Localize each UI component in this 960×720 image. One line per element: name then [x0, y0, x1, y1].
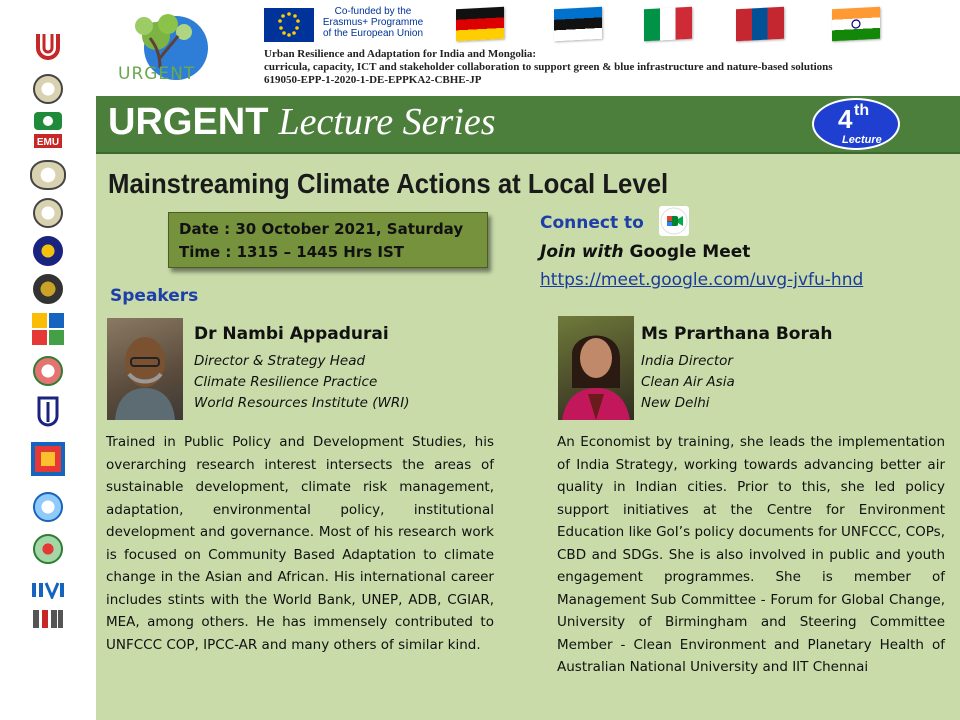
eu-flag-icon [264, 8, 314, 42]
google-meet-icon [659, 206, 689, 236]
lecture-title: Mainstreaming Climate Actions at Local Level [108, 168, 669, 199]
lecture-number-badge: 4 th Lecture [812, 98, 900, 150]
speaker-photo [558, 316, 634, 420]
institute-logo-icon [30, 444, 66, 474]
germany-flag-icon [456, 7, 504, 42]
university-seal-icon [30, 74, 66, 104]
university-seal-icon [30, 198, 66, 228]
university-seal-icon [30, 274, 66, 304]
university-seal-icon [30, 534, 66, 564]
university-logo-icon [30, 30, 66, 60]
speaker-role: Director & Strategy Head [194, 353, 366, 369]
university-seal-icon [30, 356, 66, 386]
google-meet-link[interactable]: https://meet.google.com/uvg-jvfu-hnd [540, 270, 864, 290]
speaker-bio: Trained in Public Policy and Development Studies, his overarching research interest intersects the areas of sustainable development, climate risk management, adaptation, environmental policy, institutional development and governance. Most of his research work is focused on Community Based Adaptation to climate change in the Asian and African. His international career includes stints with the World Bank, UNEP, ADB, CGIAR, MEA, among others. He has immensely contributed to UNFCCC COP, IPCC-AR and many others of similar kind. [106, 434, 494, 653]
speaker-name: Dr Nambi Appadurai [194, 324, 389, 344]
eu-funding-text: Co-funded by the Erasmus+ Programme of the European Union [322, 6, 424, 39]
institute-logo-icon [30, 314, 66, 344]
estonia-flag-icon [554, 7, 602, 42]
schedule-box [168, 212, 488, 268]
speaker-role: World Resources Institute (WRI) [194, 395, 410, 411]
university-logo-icon [30, 398, 66, 428]
university-seal-icon [30, 160, 66, 190]
university-seal-icon [30, 236, 66, 266]
niua-logo-icon [30, 574, 66, 604]
time-line: Time : 1315 – 1445 Hrs IST [179, 243, 404, 261]
speaker-name: Ms Prarthana Borah [641, 324, 833, 344]
header-banner [96, 0, 960, 96]
speaker-role: Climate Resilience Practice [194, 374, 378, 390]
speaker-role: Clean Air Asia [641, 374, 735, 390]
italy-flag-icon [644, 7, 692, 42]
urgent-logo-text: URGENT [118, 64, 196, 84]
speakers-heading: Speakers [110, 286, 199, 306]
emu-logo-icon [30, 116, 66, 146]
speaker-photo [107, 318, 183, 420]
date-line: Date : 30 October 2021, Saturday [179, 220, 464, 238]
mongolia-flag-icon [736, 7, 784, 42]
university-seal-icon [30, 492, 66, 522]
partner-logo-strip [0, 0, 96, 720]
gift-logo-icon [30, 606, 66, 636]
connect-section [540, 208, 863, 294]
svg-text:EMU: EMU [36, 137, 60, 148]
speaker-bio: An Economist by training, she leads the implementation of India Strategy, working towards advancing better air quality in Indian cities. Prior to this, she led policy support initiatives at the Centre for Environment Education like GoI’s policy documents for UNFCCC, COPs, CBD and SDGs. She is also involved in public and youth engagement programmes. She is member of Management Sub Committee - Forum for Global Change, University of Birmingham and Steering Committee Member - Clean Environment and Planetary Health of Australian National University and IIT Chennai [557, 434, 945, 675]
join-line: Join with Google Meet [540, 242, 751, 262]
connect-label: Connect to [540, 213, 644, 233]
project-description: Urban Resilience and Adaptation for India and Mongolia: curricula, capacity, ICT and stakeholder collaboration to support green & blue infrastructure and nature-based solutions 619050-EPP-1-2020-1-DE-EPPKA2-CBHE-JP [264, 48, 833, 86]
speaker-role: New Delhi [641, 395, 710, 411]
series-title-band [96, 96, 960, 154]
speaker-role: India Director [641, 353, 733, 369]
series-title: URGENT Lecture Series [108, 101, 496, 143]
india-flag-icon [832, 7, 880, 42]
